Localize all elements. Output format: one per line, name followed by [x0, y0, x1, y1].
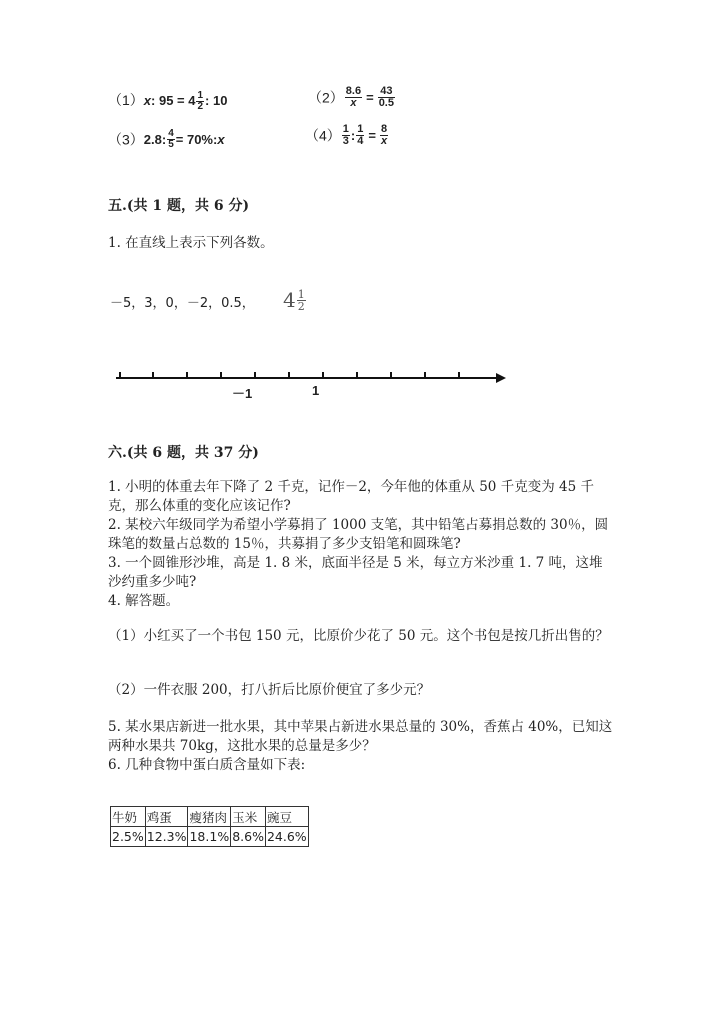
table-header-cell: 牛奶	[111, 807, 146, 827]
section-6-question-4: 4. 解答题。	[108, 593, 180, 609]
table-cell: 12.3%	[145, 827, 188, 847]
equation-4-b-num: 1	[357, 123, 364, 135]
equation-1-middle: : 95 = 4	[151, 93, 196, 108]
equation-2-left-fraction	[345, 86, 362, 109]
equation-2-right-num: 43	[378, 86, 395, 98]
section-6-question-5: 5. 某水果店新进一批水果，其中苹果占新进水果总量的 30%，香蕉占 40%，已知这两种水果共 70kg，这批水果的总量是多少？	[108, 719, 613, 754]
mixed-number	[283, 288, 307, 312]
equation-4-fraction-a	[342, 124, 350, 147]
equation-1	[108, 90, 227, 112]
mixed-number-num: 1	[297, 287, 305, 301]
table-cell: 24.6%	[265, 827, 308, 847]
mixed-number-fraction	[297, 289, 306, 312]
mixed-number-whole: 4	[283, 288, 296, 312]
number-line-arrow	[496, 373, 506, 383]
equation-4-fraction-b	[356, 124, 364, 147]
equation-4-label: （4）	[305, 127, 341, 144]
section-6-question-2: 2. 某校六年级同学为希望小学募捐了 1000 支笔，其中铅笔占募捐总数的 30％，圆珠笔的数量占总数的 15％，共募捐了多少支铅笔和圆珠笔?	[108, 517, 609, 552]
section-6-question-4-part-2: （2）一件衣服 200，打八折后比原价便宜了多少元？	[108, 682, 431, 698]
equation-2-label: （2）	[308, 89, 344, 106]
equation-4-colon: :	[350, 128, 356, 143]
equation-3	[108, 129, 225, 150]
equation-4-b-den: 4	[357, 135, 364, 147]
equation-3-variable: x	[217, 132, 225, 147]
table-header-row	[111, 807, 309, 827]
equation-2-right-den: 0.5	[378, 97, 394, 109]
equation-3-lead: 2.8:	[143, 132, 167, 147]
equation-2-equals: =	[366, 90, 374, 105]
equation-2-left-den: x	[350, 97, 357, 109]
equation-4-c-num: 8	[380, 123, 388, 135]
table-row	[111, 827, 309, 847]
equation-3-label: （3）	[108, 131, 144, 148]
table-cell: 8.6%	[231, 827, 266, 847]
table-header-cell: 瘦猪肉	[188, 807, 231, 827]
equation-3-frac-num: 4	[168, 128, 174, 139]
equation-4	[305, 124, 389, 147]
equation-1-frac-num: 1	[197, 89, 204, 101]
table-cell: 18.1%	[188, 827, 231, 847]
equation-4-c-den: x	[380, 135, 388, 147]
number-list: －5，3，0，－2，0.5，	[110, 296, 255, 311]
tick-label-1: 1	[312, 383, 320, 398]
equation-4-a-num: 1	[342, 123, 349, 135]
equation-2	[308, 86, 396, 109]
equation-4-equals: =	[368, 128, 376, 143]
section-6-question-4-part-1: （1）小红买了一个书包 150 元，比原价少花了 50 元。这个书包是按几折出售的？	[108, 628, 609, 644]
section-6-question-1: 1. 小明的体重去年下降了 2 千克，记作－2，今年他的体重从 50 千克变为 45 千克，那么体重的变化应该记作?	[108, 479, 594, 514]
equation-3-fraction	[167, 129, 175, 150]
equation-1-fraction	[196, 91, 204, 112]
section-6-question-3: 3. 一个圆锥形沙堆，高是 1. 8 米，底面半径是 5 米，每立方米沙重 1. 7 吨，这堆沙约重多少吨?	[108, 555, 603, 590]
section-6-question-6: 6. 几种食物中蛋白质含量如下表:	[108, 757, 306, 773]
equation-3-middle: = 70%:	[175, 132, 218, 147]
equation-2-left-num: 8.6	[345, 85, 362, 97]
table-header-cell: 鸡蛋	[145, 807, 188, 827]
equation-4-fraction-c	[380, 124, 388, 147]
mixed-number-den: 2	[297, 299, 305, 313]
equation-1-tail: : 10	[205, 93, 228, 108]
equation-2-right-fraction	[378, 86, 395, 109]
protein-table	[110, 806, 309, 847]
equation-1-label: （1）	[108, 92, 144, 108]
section-5-heading: 五.(共 1 题，共 6 分)	[108, 198, 250, 214]
equation-1-frac-den: 2	[197, 100, 204, 112]
tick-label-minus-1: －1	[232, 386, 253, 401]
table-header-cell: 豌豆	[265, 807, 308, 827]
equation-1-variable: x	[143, 93, 152, 108]
equation-3-frac-den: 5	[168, 139, 174, 150]
section-6-heading: 六.(共 6 题，共 37 分)	[108, 445, 259, 461]
number-line	[110, 368, 510, 384]
table-cell: 2.5%	[111, 827, 146, 847]
equation-4-a-den: 3	[342, 135, 349, 147]
section-5-question-1: 1. 在直线上表示下列各数。	[108, 235, 274, 251]
table-header-cell: 玉米	[231, 807, 266, 827]
